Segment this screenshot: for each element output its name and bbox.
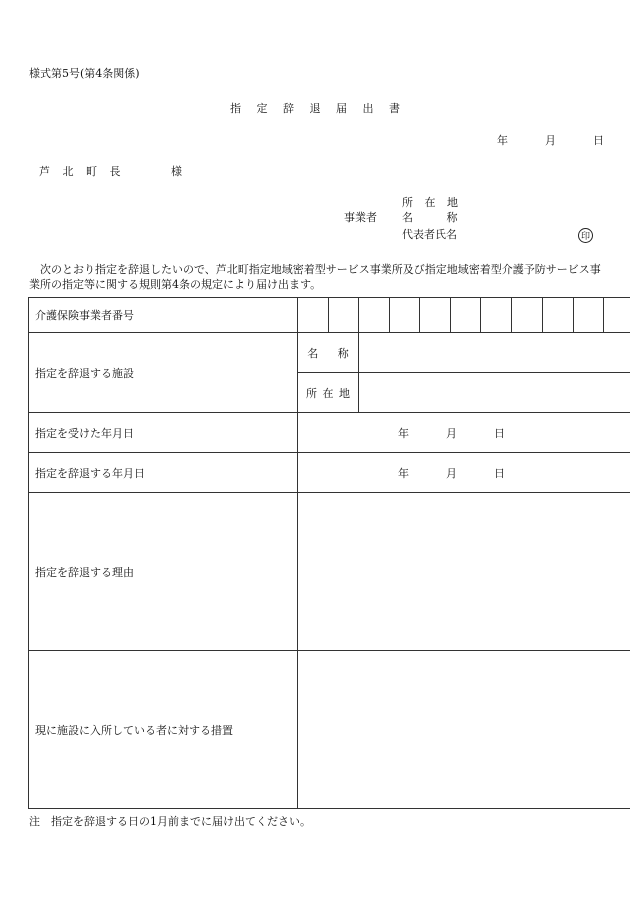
insurer-number-digit-6[interactable] xyxy=(451,298,481,333)
seal-mark: 印 xyxy=(578,228,593,243)
insurer-number-digit-2[interactable] xyxy=(329,298,359,333)
insurer-number-digit-5[interactable] xyxy=(420,298,451,333)
applicant-label: 事業者 xyxy=(344,211,377,224)
title-text: 指 定 辞 退 届 出 書 xyxy=(230,102,400,115)
reason-label: 指定を辞退する理由 xyxy=(29,493,298,651)
table-row xyxy=(29,651,630,809)
insurer-number-digit-9[interactable] xyxy=(543,298,574,333)
designated-date-year: 年 xyxy=(398,426,409,440)
insurer-number-digit-8[interactable] xyxy=(512,298,543,333)
document-title xyxy=(0,103,630,114)
withdrawal-date-day: 日 xyxy=(494,466,505,480)
applicant-name-label: 名 称 xyxy=(402,211,458,224)
facility-name-field[interactable] xyxy=(359,333,630,373)
table-row xyxy=(29,333,630,373)
form-number-label: 様式第5号(第4条関係) xyxy=(29,67,140,80)
facility-name-label-text: 名 称 xyxy=(307,346,349,360)
facility-address-label-text: 所 在 地 xyxy=(306,386,350,400)
designated-date-label: 指定を受けた年月日 xyxy=(29,413,298,453)
date-month-label: 月 xyxy=(545,134,556,147)
measures-field[interactable] xyxy=(298,651,630,809)
intro-paragraph: 次のとおり指定を辞退したいので、芦北町指定地域密着型サービス事業所及び指定地域密着型介護予防サービス事業所の指定等に関する規則第4条の規定により届け出ます。 xyxy=(29,263,601,291)
footnote: 注 指定を辞退する日の1月前までに届け出てください。 xyxy=(29,815,311,828)
table-row xyxy=(29,453,630,493)
insurer-number-digit-11[interactable] xyxy=(604,298,630,333)
withdrawal-form-table xyxy=(28,297,630,809)
insurer-number-digit-3[interactable] xyxy=(359,298,390,333)
table-row xyxy=(29,298,630,333)
withdrawal-date-label: 指定を辞退する年月日 xyxy=(29,453,298,493)
designated-date-day: 日 xyxy=(494,426,505,440)
addressee-name: 芦 北 町 長 xyxy=(39,165,121,178)
insurer-number-digit-1[interactable] xyxy=(298,298,329,333)
applicant-address-label: 所 在 地 xyxy=(402,196,458,209)
insurer-number-digit-4[interactable] xyxy=(390,298,420,333)
measures-label: 現に施設に入所している者に対する措置 xyxy=(29,651,298,809)
withdrawal-date-field[interactable] xyxy=(298,453,630,493)
reason-field[interactable] xyxy=(298,493,630,651)
designated-date-field[interactable] xyxy=(298,413,630,453)
facility-label: 指定を辞退する施設 xyxy=(29,333,298,413)
addressee-honorific: 様 xyxy=(171,165,182,178)
facility-name-label xyxy=(298,333,359,373)
table-row xyxy=(29,493,630,651)
table-row xyxy=(29,413,630,453)
designated-date-month: 月 xyxy=(446,426,457,440)
date-day-label: 日 xyxy=(593,134,604,147)
facility-address-label xyxy=(298,373,359,413)
date-year-label: 年 xyxy=(497,134,508,147)
withdrawal-date-month: 月 xyxy=(446,466,457,480)
withdrawal-date-year: 年 xyxy=(398,466,409,480)
applicant-rep-label: 代表者氏名 xyxy=(402,228,457,241)
insurer-number-digit-7[interactable] xyxy=(481,298,512,333)
insurer-number-label: 介護保険事業者番号 xyxy=(29,298,298,333)
facility-address-field[interactable] xyxy=(359,373,630,413)
insurer-number-digit-10[interactable] xyxy=(574,298,604,333)
